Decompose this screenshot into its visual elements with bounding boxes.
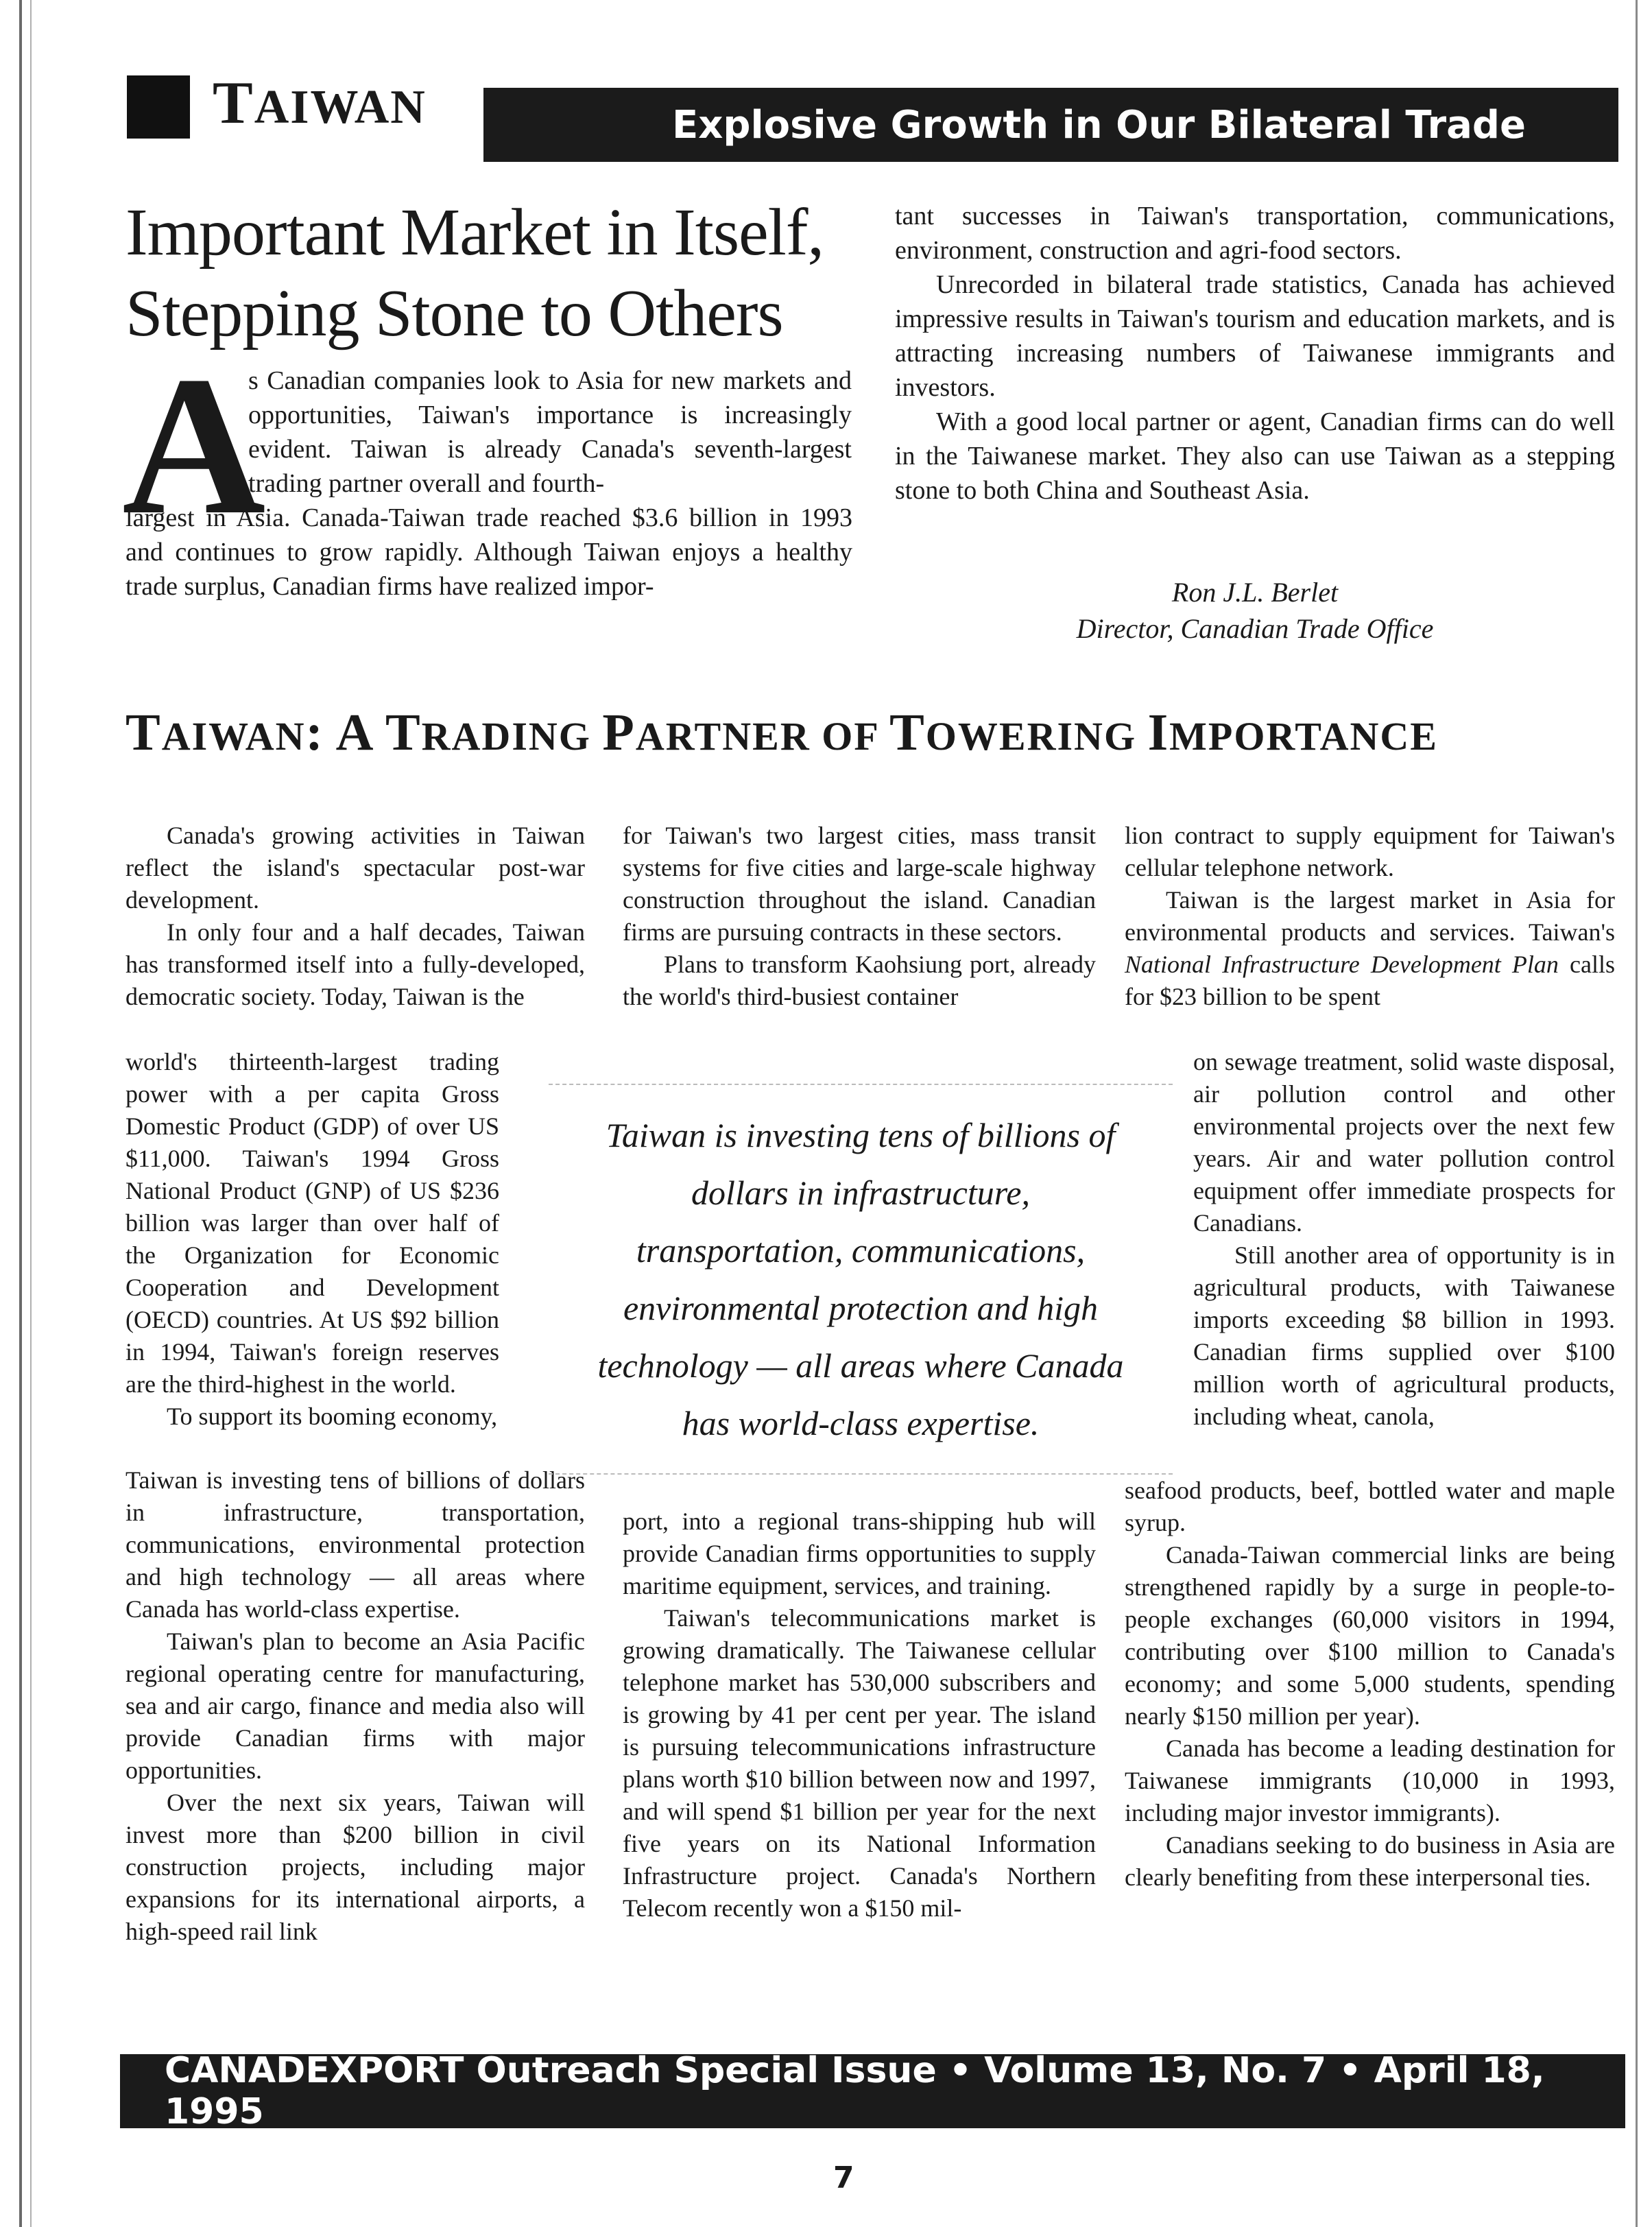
scan-edge-left-inner [30,0,32,2227]
headline-line-2: Stepping Stone to Others [125,276,783,350]
body-column-1-bottom [125,1464,585,1948]
signature-title: Director, Canadian Trade Office [1076,613,1434,644]
pull-quote-box [549,1084,1173,1475]
text-run: Taiwan is the largest market in Asia for environmental products and services. Taiwan's [1125,886,1615,946]
header-country-name [213,69,427,138]
plan-title: National Infrastructure Development Plan [1125,951,1559,978]
title-part: RADING [421,714,603,759]
title-part: AIWAN [161,714,306,759]
body-column-1-middle [125,1046,499,1433]
intro-text-a: s Canadian companies look to Asia for new markets and opportunities, Taiwan's importance is increasingly evident. Taiwan is already Canada's seventh-largest trading partner overall and fourth- [248,366,852,498]
body-column-2-top [623,820,1096,1013]
body-paragraph: Canada has become a leading destination for Taiwanese immigrants (10,000 in 1993, including major investor immigrants). [1125,1735,1615,1826]
body-paragraph: lion contract to supply equipment for Taiwan's cellular telephone network. [1125,822,1615,881]
body-paragraph: Taiwan is investing tens of billions of dollars in infrastructure, transportation, communications, environmental protection and high technology — all areas where Canada has world-class expertise. [125,1466,585,1623]
pull-quote-text: Taiwan is investing tens of billions of dollars in infrastructure, transportation, communications, environmental protection and high technology — all areas where Canada has world-class expertise. [597,1116,1124,1442]
header-country-rest: AIWAN [254,81,427,134]
title-part: ARTNER OF [635,714,890,759]
scan-edge-left [19,0,22,2227]
title-part: T [125,704,162,761]
body-paragraph: In only four and a half decades, Taiwan has transformed itself into a fully-developed, democratic society. Today, Taiwan is the [125,918,585,1010]
body-paragraph: Canada-Taiwan commercial links are being strengthened rapidly by a surge in people-to-people exchanges (60,000 visitors in 1994, contributing over $100 million to Canada's economy; and some 5,000 students, spending nearly $150 million per year). [1125,1541,1615,1730]
body-paragraph: Taiwan's plan to become an Asia Pacific regional operating centre for manufacturing, sea and air cargo, finance and media also will provide Canadian firms with major opportunities. [125,1628,585,1784]
title-part: MPORTANCE [1169,714,1438,759]
body-paragraph: To support its booming economy, [167,1403,498,1430]
body-paragraph: seafood products, beef, bottled water and maple syrup. [1125,1477,1615,1536]
intro-paragraph: With a good local partner or agent, Canadian firms can do well in the Taiwanese market. They also can use Taiwan as a stepping stone to both China and Southeast Asia. [895,407,1615,505]
body-column-3-top [1125,820,1615,1013]
body-paragraph [1125,884,1615,1013]
body-column-3-bottom [1125,1475,1615,1894]
header-square-mark [127,75,190,139]
footer-banner [120,2050,1625,2132]
article-headline [125,192,852,354]
intro-paragraph: tant successes in Taiwan's transportation, communications, environment, construction and agri-food sectors. [895,202,1615,265]
body-column-2-bottom [623,1505,1096,1925]
text-run: calls for $23 billion to be spent [1125,951,1615,1010]
header-banner [483,88,1618,162]
title-part: P [602,704,636,761]
body-paragraph: on sewage treatment, solid waste disposal, air pollution control and other environmental projects over the next few years. Air and water pollution control equipment offer immediate prospects for Canadians. [1193,1048,1615,1237]
headline-line-1: Important Market in Itself, [125,195,824,270]
body-paragraph: Over the next six years, Taiwan will invest more than $200 billion in civil construction projects, including major expansions for its international airports, a high-speed rail link [125,1789,585,1945]
body-paragraph: Plans to transform Kaohsiung port, already the world's third-busiest container [623,951,1096,1010]
header-country-initial: T [213,70,254,136]
title-part: T [889,704,926,761]
section-title [125,703,1620,763]
body-paragraph: Canada's growing activities in Taiwan reflect the island's spectacular post-war development. [125,822,585,914]
intro-paragraph: Unrecorded in bilateral trade statistics, Canada has achieved impressive results in Taiwan's tourism and education markets, and is attracting increasing numbers of Taiwanese immigrants and investors. [895,270,1615,402]
scan-edge-right [1636,0,1638,2227]
intro-text-b: largest in Asia. Canada-Taiwan trade reached $3.6 billion in 1993 and continues to grow rapidly. Although Taiwan enjoys a healthy trade surplus, Canadian firms have realized impor- [125,503,852,601]
body-paragraph: Taiwan's telecommunications market is growing dramatically. The Taiwanese cellular telephone market has 530,000 subscribers and is growing by 41 per cent per year. The island is pursuing telecommunications infrastructure plans worth $10 billion between now and 1997, and will spend $1 billion per year for the next five years on its National Information Infrastructure project. Canada's Northern Telecom recently won a $150 mil- [623,1604,1096,1922]
body-column-3-middle [1193,1046,1615,1433]
page-number: 7 [833,2160,854,2195]
title-part: T [385,704,422,761]
body-paragraph: for Taiwan's two largest cities, mass transit systems for five cities and large-scale highway construction throughout the island. Canadian firms are pursuing contracts in these sectors. [623,822,1096,946]
title-part: I [1147,704,1170,761]
body-paragraph: Canadians seeking to do business in Asia are clearly benefiting from these interpersonal ties. [1125,1831,1615,1891]
body-paragraph: world's thirteenth-largest trading power with a per capita Gross Domestic Product (GDP) of over US $11,000. Taiwan's 1994 Gross National Product (GNP) of US $236 billion was larger than over half of the Organization for Economic Cooperation and Development (OECD) countries. At US $92 billion in 1994, Taiwan's foreign reserves are the third-highest in the world. [125,1048,499,1398]
title-part: : A [305,704,385,761]
body-column-1-top [125,820,585,1013]
drop-cap: A [122,335,266,556]
body-paragraph: Still another area of opportunity is in agricultural products, with Taiwanese imports exceeding $8 billion in 1993. Canadian firms supplied over $100 million worth of agricultural products, including wheat, canola, [1193,1241,1615,1430]
header-banner-text: Explosive Growth in Our Bilateral Trade [672,102,1526,147]
body-paragraph: port, into a regional trans-shipping hub will provide Canadian firms opportunities to supply maritime equipment, services, and training. [623,1508,1096,1599]
signature-name: Ron J.L. Berlet [1171,577,1339,608]
footer-banner-text: CANADEXPORT Outreach Special Issue • Volume 13, No. 7 • April 18, 1995 [165,2050,1545,2132]
title-part: OWERING [925,714,1148,759]
intro-right-column [895,199,1615,508]
